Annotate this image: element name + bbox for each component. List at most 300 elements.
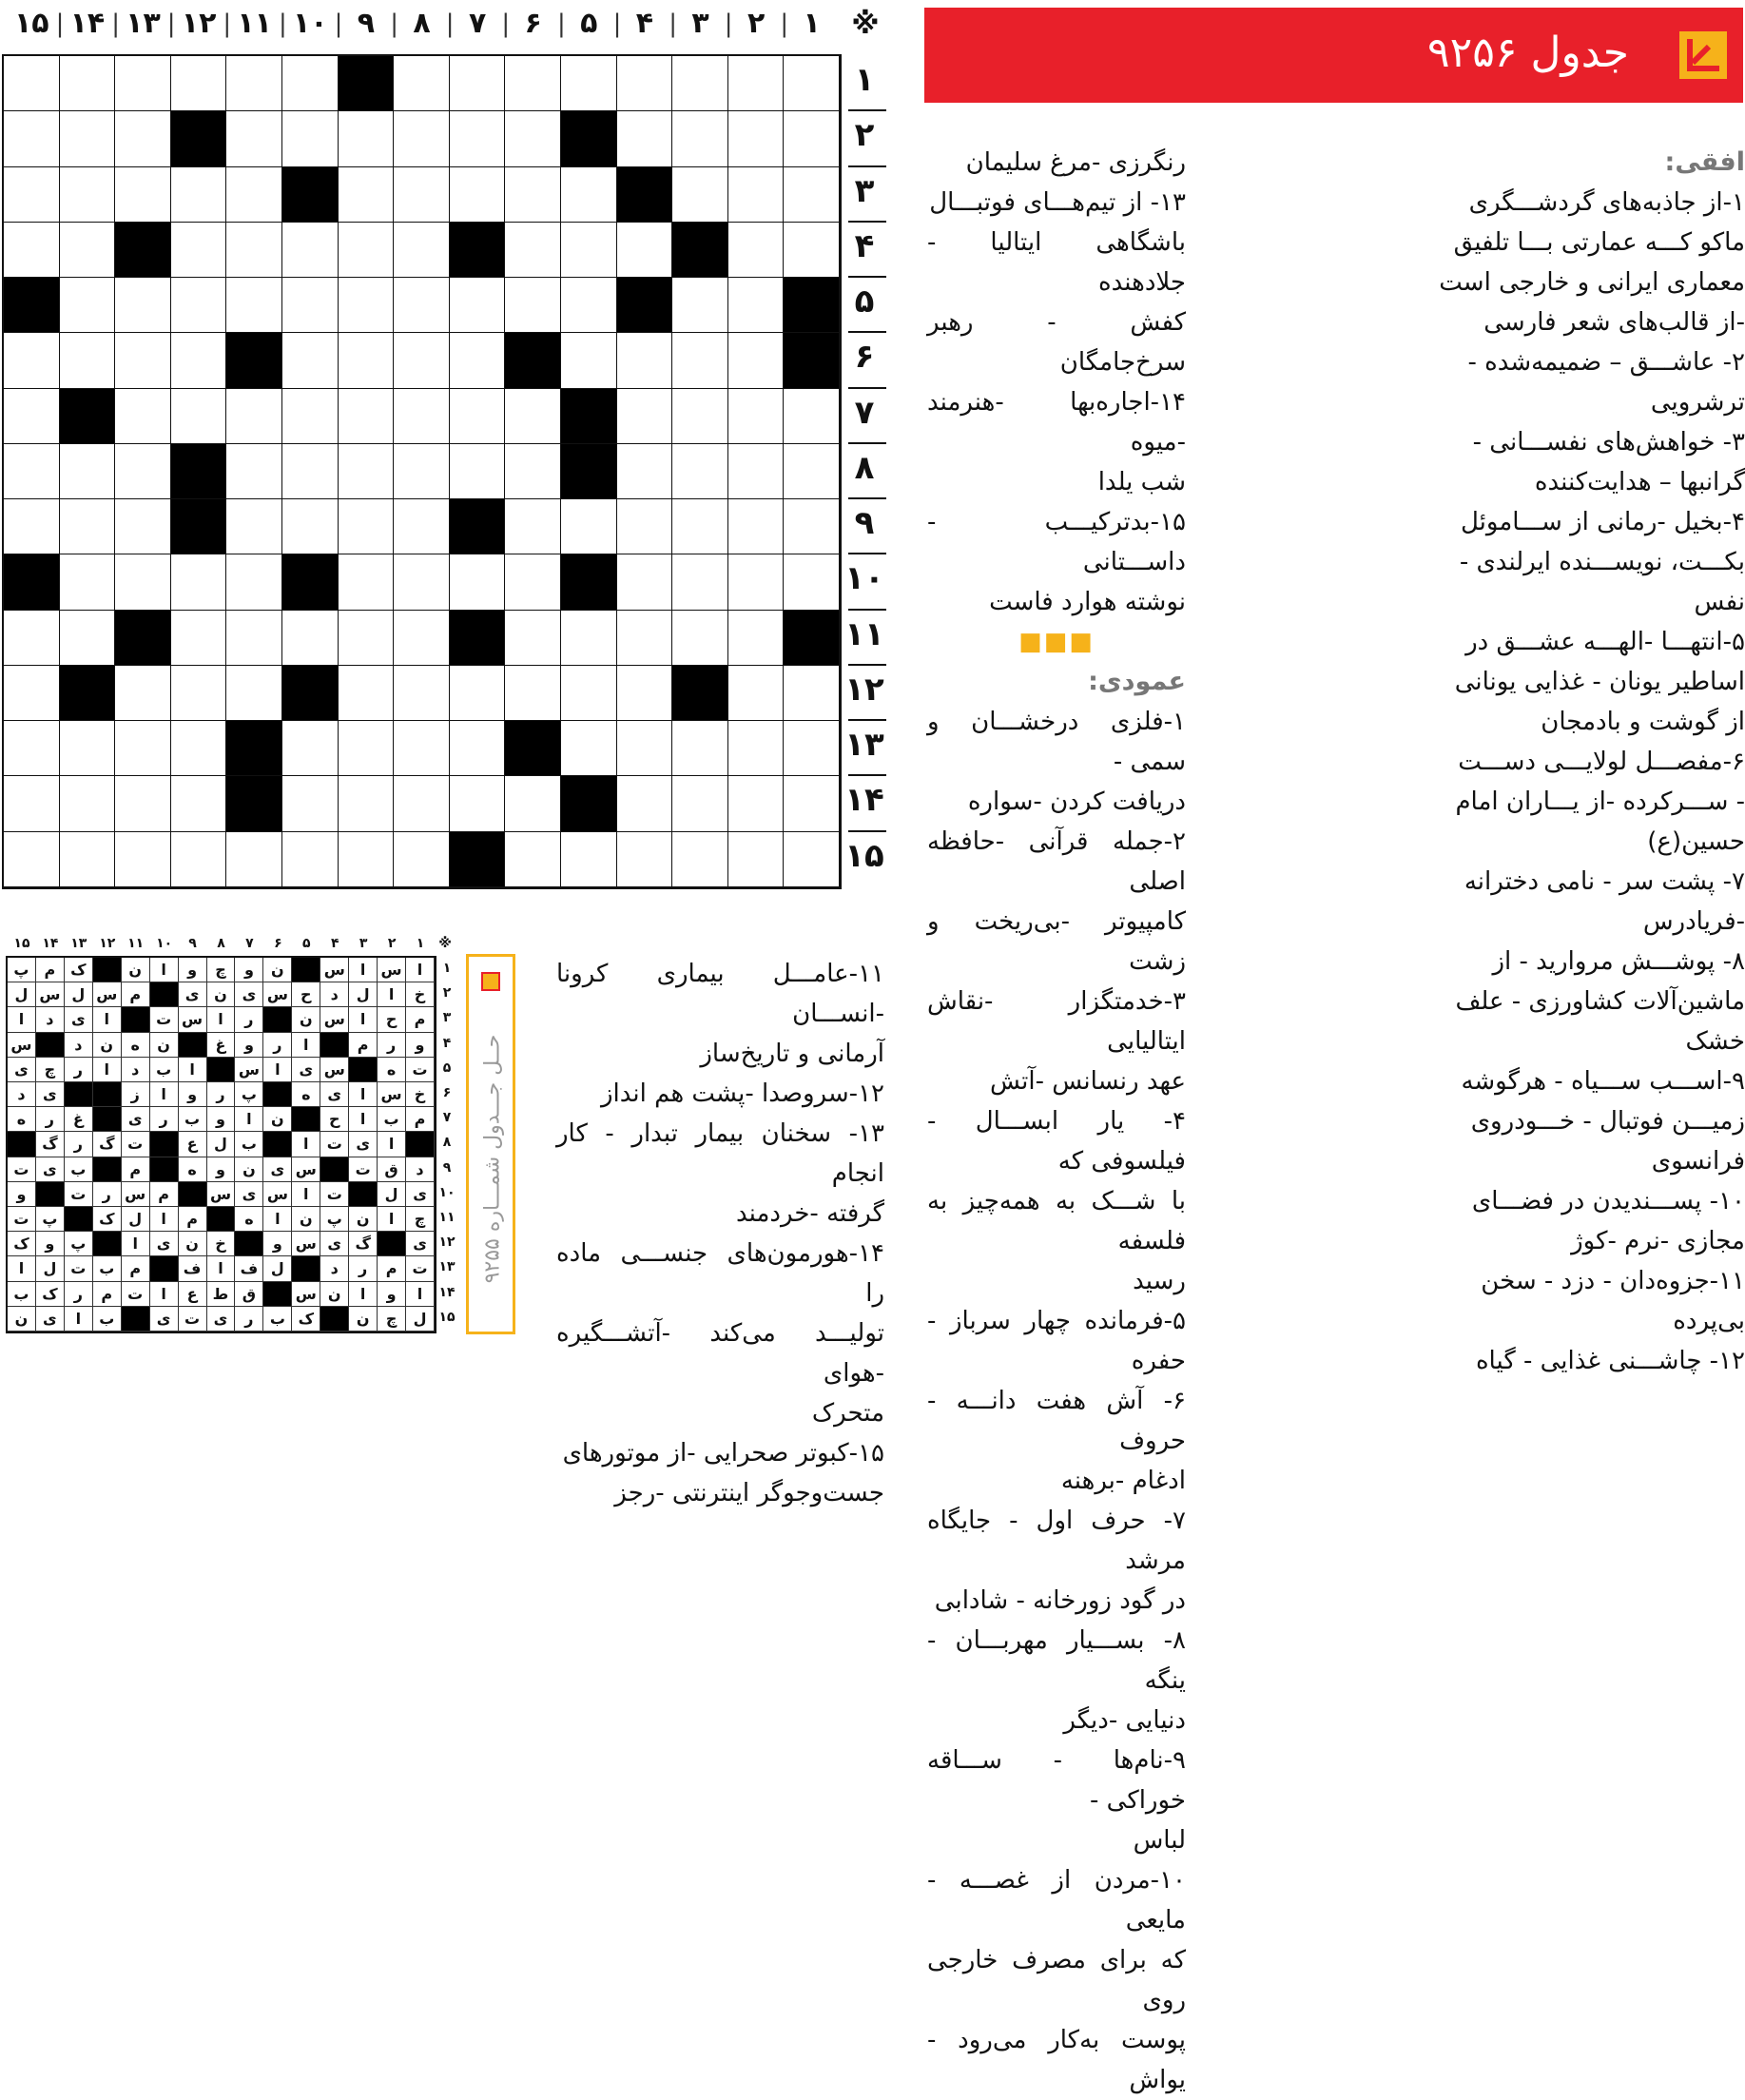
grid-cell[interactable] <box>505 278 561 333</box>
solution-black-cell <box>263 1082 292 1107</box>
solution-cell: چ <box>378 1307 406 1332</box>
grid-cell[interactable] <box>115 111 171 166</box>
grid-cell[interactable] <box>672 776 728 831</box>
solution-cell: ی <box>36 1157 65 1182</box>
solution-cell: چ <box>406 1207 435 1232</box>
clue-line: ۱۳- سخنان بیمار تبدار - کار انجام <box>556 1119 884 1188</box>
grid-cell[interactable] <box>60 554 116 610</box>
grid-cell[interactable] <box>171 554 227 610</box>
grid-cell[interactable] <box>115 167 171 223</box>
grid-cell[interactable] <box>728 167 785 223</box>
grid-cell[interactable] <box>60 721 116 776</box>
grid-cell[interactable] <box>617 776 673 831</box>
grid-cell[interactable] <box>226 56 282 111</box>
grid-cell[interactable] <box>394 333 450 388</box>
solution-cell: م <box>122 1256 150 1281</box>
grid-cell[interactable] <box>728 278 785 333</box>
grid-cell[interactable] <box>60 278 116 333</box>
grid-cell[interactable] <box>4 611 60 666</box>
solution-cell: ی <box>406 1182 435 1207</box>
solution-black-cell <box>150 1256 179 1281</box>
grid-cell[interactable] <box>171 56 227 111</box>
grid-cell[interactable] <box>115 832 171 887</box>
solution-cell: ن <box>8 1307 36 1332</box>
grid-cell[interactable] <box>784 832 840 887</box>
solution-cell: و <box>235 1033 263 1058</box>
grid-cell[interactable] <box>282 611 339 666</box>
solution-cell: و <box>207 1157 236 1182</box>
grid-cell[interactable] <box>115 278 171 333</box>
row-number: ۲ <box>854 116 875 155</box>
puzzle-title: جدول ۹۲۵۶ <box>1426 29 1629 77</box>
solution-cell: ا <box>378 1132 406 1157</box>
grid-cell[interactable] <box>672 499 728 554</box>
solution-cell: ی <box>65 1007 93 1032</box>
solution-cell: ر <box>263 1033 292 1058</box>
grid-cell[interactable] <box>339 444 395 499</box>
grid-cell[interactable] <box>394 111 450 166</box>
grid-cell[interactable] <box>171 389 227 444</box>
grid-cell[interactable] <box>394 721 450 776</box>
grid-cell[interactable] <box>282 333 339 388</box>
grid-cell[interactable] <box>617 223 673 278</box>
grid-cell[interactable] <box>617 333 673 388</box>
grid-cell[interactable] <box>282 111 339 166</box>
grid-cell[interactable] <box>617 56 673 111</box>
grid-cell[interactable] <box>505 167 561 223</box>
clue-line: ۱-از جاذبه‌های گردشـــگری <box>1468 188 1745 217</box>
grid-cell[interactable] <box>171 666 227 721</box>
solution-cell: ا <box>8 1007 36 1032</box>
grid-cell[interactable] <box>728 223 785 278</box>
grid-cell[interactable] <box>4 499 60 554</box>
solution-cell: ت <box>65 1256 93 1281</box>
clue-line: نفس <box>1694 588 1745 616</box>
grid-cell[interactable] <box>171 611 227 666</box>
grid-cell[interactable] <box>617 832 673 887</box>
grid-cell[interactable] <box>617 389 673 444</box>
grid-cell[interactable] <box>226 499 282 554</box>
grid-cell[interactable] <box>450 56 506 111</box>
black-cell <box>115 611 171 666</box>
grid-cell[interactable] <box>394 611 450 666</box>
grid-cell[interactable] <box>450 167 506 223</box>
grid-cell[interactable] <box>394 167 450 223</box>
grid-cell[interactable] <box>672 611 728 666</box>
grid-cell[interactable] <box>226 223 282 278</box>
grid-cell[interactable] <box>672 333 728 388</box>
grid-cell[interactable] <box>617 611 673 666</box>
grid-cell[interactable] <box>617 721 673 776</box>
solution-cell: ن <box>207 982 236 1007</box>
solution-black-cell <box>263 1282 292 1307</box>
grid-cell[interactable] <box>282 721 339 776</box>
clue-line: خشک <box>1685 1027 1745 1056</box>
grid-cell[interactable] <box>505 111 561 166</box>
black-cell <box>784 333 840 388</box>
grid-cell[interactable] <box>672 56 728 111</box>
solution-cell: و <box>207 1107 236 1132</box>
grid-cell[interactable] <box>339 554 395 610</box>
grid-cell[interactable] <box>394 554 450 610</box>
grid-cell[interactable] <box>339 611 395 666</box>
grid-cell[interactable] <box>115 721 171 776</box>
solution-cell: ت <box>122 1132 150 1157</box>
grid-cell[interactable] <box>60 223 116 278</box>
grid-cell[interactable] <box>171 223 227 278</box>
black-cell <box>561 554 617 610</box>
grid-cell[interactable] <box>728 611 785 666</box>
grid-cell[interactable] <box>226 611 282 666</box>
grid-cell[interactable] <box>561 56 617 111</box>
grid-cell[interactable] <box>4 223 60 278</box>
grid-cell[interactable] <box>450 721 506 776</box>
grid-cell[interactable] <box>505 444 561 499</box>
solution-column-number: ۴ <box>330 936 339 951</box>
grid-cell[interactable] <box>115 56 171 111</box>
black-cell <box>784 611 840 666</box>
solution-cell: پ <box>65 1232 93 1256</box>
clue-line: ۴- یار ابســـال - فیلسوفی که <box>927 1107 1186 1176</box>
grid-cell[interactable] <box>60 111 116 166</box>
grid-cell[interactable] <box>672 721 728 776</box>
grid-cell[interactable] <box>561 611 617 666</box>
row-number: ۱ <box>854 61 875 99</box>
grid-cell[interactable] <box>561 499 617 554</box>
grid-cell[interactable] <box>728 554 785 610</box>
grid-cell[interactable] <box>60 333 116 388</box>
grid-cell[interactable] <box>60 832 116 887</box>
solution-star-symbol: ※ <box>438 936 452 951</box>
grid-cell[interactable] <box>60 611 116 666</box>
solution-cell: د <box>122 1058 150 1082</box>
grid-cell[interactable] <box>339 278 395 333</box>
grid-cell[interactable] <box>394 499 450 554</box>
grid-cell[interactable] <box>226 278 282 333</box>
grid-cell[interactable] <box>505 611 561 666</box>
grid-cell[interactable] <box>4 111 60 166</box>
grid-cell[interactable] <box>784 721 840 776</box>
grid-cell[interactable] <box>226 389 282 444</box>
black-cell <box>60 389 116 444</box>
column-number: ۱۰ <box>292 7 328 40</box>
grid-cell[interactable] <box>505 499 561 554</box>
grid-cell[interactable] <box>450 278 506 333</box>
grid-cell[interactable] <box>171 333 227 388</box>
grid-cell[interactable] <box>672 554 728 610</box>
solution-cell: ل <box>65 982 93 1007</box>
grid-cell[interactable] <box>115 444 171 499</box>
grid-cell[interactable] <box>617 444 673 499</box>
solution-cell: ی <box>263 1157 292 1182</box>
grid-cell[interactable] <box>672 389 728 444</box>
grid-cell[interactable] <box>505 56 561 111</box>
grid-cell[interactable] <box>282 832 339 887</box>
solution-cell: گ <box>349 1232 378 1256</box>
grid-cell[interactable] <box>60 499 116 554</box>
solution-cell: ن <box>292 1207 320 1232</box>
solution-cell: س <box>378 1082 406 1107</box>
solution-cell: ن <box>263 1107 292 1132</box>
grid-cell[interactable] <box>115 499 171 554</box>
grid-cell[interactable] <box>394 56 450 111</box>
grid-cell[interactable] <box>561 721 617 776</box>
solution-cell: ح <box>378 1007 406 1032</box>
grid-cell[interactable] <box>728 832 785 887</box>
solution-cell: ا <box>406 1282 435 1307</box>
row-number: ۵ <box>854 282 875 321</box>
grid-cell[interactable] <box>339 832 395 887</box>
grid-cell[interactable] <box>115 389 171 444</box>
grid-cell[interactable] <box>171 167 227 223</box>
solution-cell: م <box>150 1182 179 1207</box>
grid-cell[interactable] <box>339 499 395 554</box>
grid-cell[interactable] <box>784 776 840 831</box>
grid-cell[interactable] <box>226 167 282 223</box>
grid-cell[interactable] <box>617 499 673 554</box>
grid-cell[interactable] <box>339 389 395 444</box>
grid-cell[interactable] <box>672 111 728 166</box>
solution-row-number: ۱۳ <box>438 1259 456 1275</box>
clue-line: شب یلدا <box>1097 468 1186 496</box>
solution-row-number: ۶ <box>442 1085 452 1100</box>
row-number: ۸ <box>854 448 875 487</box>
grid-cell[interactable] <box>784 554 840 610</box>
grid-cell[interactable] <box>4 444 60 499</box>
grid-cell[interactable] <box>450 776 506 831</box>
clue-line: ۱۴-هورمون‌های جنســـی ماده را <box>556 1239 884 1308</box>
clue-line: ماکو کـــه عمارتی بـــا تلفیق <box>1453 228 1745 257</box>
column-number: ۱ <box>803 7 821 40</box>
solution-cell: م <box>122 1157 150 1182</box>
grid-cell[interactable] <box>226 832 282 887</box>
grid-cell[interactable] <box>561 278 617 333</box>
grid-cell[interactable] <box>60 167 116 223</box>
grid-cell[interactable] <box>784 444 840 499</box>
grid-cell[interactable] <box>784 223 840 278</box>
clue-line: ترشرویی <box>1650 388 1745 417</box>
grid-cell[interactable] <box>115 776 171 831</box>
black-cell <box>171 111 227 166</box>
grid-cell[interactable] <box>282 223 339 278</box>
grid-cell[interactable] <box>672 278 728 333</box>
horizontal-clues <box>1231 143 1745 1574</box>
grid-cell[interactable] <box>784 666 840 721</box>
separator: | <box>724 10 733 38</box>
grid-cell[interactable] <box>339 333 395 388</box>
grid-cell[interactable] <box>672 832 728 887</box>
solution-cell: ا <box>349 1282 378 1307</box>
solution-cell: س <box>263 982 292 1007</box>
grid-cell[interactable] <box>394 832 450 887</box>
grid-cell[interactable] <box>339 167 395 223</box>
grid-cell[interactable] <box>282 56 339 111</box>
grid-cell[interactable] <box>561 666 617 721</box>
grid-cell[interactable] <box>505 389 561 444</box>
grid-cell[interactable] <box>505 832 561 887</box>
grid-cell[interactable] <box>784 389 840 444</box>
grid-cell[interactable] <box>505 666 561 721</box>
grid-cell[interactable] <box>394 278 450 333</box>
grid-cell[interactable] <box>226 666 282 721</box>
grid-cell[interactable] <box>450 389 506 444</box>
grid-cell[interactable] <box>60 444 116 499</box>
grid-cell[interactable] <box>784 499 840 554</box>
grid-cell[interactable] <box>339 223 395 278</box>
grid-cell[interactable] <box>728 389 785 444</box>
grid-cell[interactable] <box>561 832 617 887</box>
solution-cell: ب <box>179 1107 207 1132</box>
grid-cell[interactable] <box>617 111 673 166</box>
clue-line: بی‌پرده <box>1673 1307 1745 1335</box>
black-cell <box>561 776 617 831</box>
grid-cell[interactable] <box>282 444 339 499</box>
grid-cell[interactable] <box>728 56 785 111</box>
clue-line: معماری ایرانی و خارجی است <box>1439 268 1745 297</box>
grid-cell[interactable] <box>282 776 339 831</box>
column-number: ۶ <box>524 7 542 40</box>
solution-cell: ن <box>292 1007 320 1032</box>
grid-cell[interactable] <box>784 167 840 223</box>
grid-cell[interactable] <box>728 111 785 166</box>
row-divider <box>848 276 886 278</box>
row-divider <box>848 331 886 333</box>
grid-cell[interactable] <box>60 776 116 831</box>
grid-cell[interactable] <box>450 666 506 721</box>
solution-row-number: ۳ <box>442 1010 452 1026</box>
grid-cell[interactable] <box>226 444 282 499</box>
grid-cell[interactable] <box>115 554 171 610</box>
solution-cell: ن <box>349 1207 378 1232</box>
grid-cell[interactable] <box>617 666 673 721</box>
grid-cell[interactable] <box>728 499 785 554</box>
solution-cell: س <box>320 958 349 982</box>
solution-cell: ت <box>406 1058 435 1082</box>
grid-cell[interactable] <box>394 666 450 721</box>
solution-column-number: ۶ <box>274 936 282 951</box>
grid-cell[interactable] <box>171 278 227 333</box>
grid-cell[interactable] <box>339 721 395 776</box>
grid-cell[interactable] <box>115 666 171 721</box>
row-divider <box>848 497 886 499</box>
solution-cell: ح <box>292 982 320 1007</box>
solution-cell: ی <box>179 982 207 1007</box>
grid-cell[interactable] <box>728 444 785 499</box>
grid-cell[interactable] <box>339 111 395 166</box>
grid-cell[interactable] <box>617 554 673 610</box>
grid-cell[interactable] <box>226 111 282 166</box>
solution-cell: خ <box>406 1082 435 1107</box>
solution-cell: ت <box>320 1182 349 1207</box>
grid-cell[interactable] <box>394 776 450 831</box>
black-cell <box>4 554 60 610</box>
grid-cell[interactable] <box>561 333 617 388</box>
grid-cell[interactable] <box>4 389 60 444</box>
separator: | <box>390 10 398 38</box>
grid-cell[interactable] <box>282 499 339 554</box>
grid-cell[interactable] <box>394 444 450 499</box>
solution-black-cell <box>93 1082 122 1107</box>
solution-cell: س <box>36 982 65 1007</box>
solution-cell: ر <box>65 1282 93 1307</box>
grid-cell[interactable] <box>728 666 785 721</box>
column-number: ۱۵ <box>13 7 49 40</box>
solution-cell: و <box>263 1232 292 1256</box>
clue-line: آرمانی و تاریخ‌ساز <box>700 1040 884 1068</box>
clue-line: جست‌وجوگر اینترنتی -رجز <box>614 1479 884 1507</box>
solution-cell: س <box>93 982 122 1007</box>
grid-cell[interactable] <box>115 333 171 388</box>
grid-cell[interactable] <box>728 776 785 831</box>
grid-cell[interactable] <box>171 721 227 776</box>
solution-black-cell <box>122 1007 150 1032</box>
grid-cell[interactable] <box>784 56 840 111</box>
solution-cell: گ <box>93 1132 122 1157</box>
solution-cell: و <box>378 1282 406 1307</box>
grid-cell[interactable] <box>60 56 116 111</box>
row-number: ۴ <box>854 226 875 265</box>
grid-cell[interactable] <box>450 111 506 166</box>
solution-cell: ا <box>65 1307 93 1332</box>
grid-cell[interactable] <box>394 389 450 444</box>
grid-cell[interactable] <box>450 554 506 610</box>
grid-cell[interactable] <box>4 776 60 831</box>
grid-cell[interactable] <box>561 167 617 223</box>
grid-cell[interactable] <box>505 554 561 610</box>
grid-cell[interactable] <box>561 223 617 278</box>
grid-cell[interactable] <box>394 223 450 278</box>
solution-cell: ع <box>179 1132 207 1157</box>
grid-cell[interactable] <box>282 278 339 333</box>
grid-cell[interactable] <box>450 444 506 499</box>
grid-cell[interactable] <box>282 389 339 444</box>
black-cell <box>115 223 171 278</box>
grid-cell[interactable] <box>4 167 60 223</box>
grid-cell[interactable] <box>226 554 282 610</box>
grid-cell[interactable] <box>4 666 60 721</box>
grid-cell[interactable] <box>171 832 227 887</box>
grid-cell[interactable] <box>728 721 785 776</box>
grid-cell[interactable] <box>4 832 60 887</box>
solution-cell: ب <box>93 1307 122 1332</box>
grid-cell[interactable] <box>4 721 60 776</box>
grid-cell[interactable] <box>4 333 60 388</box>
solution-cell: پ <box>8 958 36 982</box>
grid-cell[interactable] <box>450 333 506 388</box>
clue-line: ۶- آش هفت دانـــه - حروف <box>927 1387 1186 1455</box>
grid-cell[interactable] <box>505 776 561 831</box>
grid-cell[interactable] <box>728 333 785 388</box>
clue-line: گرانبها – هدایت‌کننده <box>1534 468 1745 496</box>
grid-cell[interactable] <box>784 111 840 166</box>
solution-cell: ب <box>235 1132 263 1157</box>
clue-line: ۱۵-کبوتر صحرایی -از موتورهای <box>562 1439 884 1468</box>
clue-line: ۱۱-جزوه‌دان - دزد - سخن <box>1481 1267 1745 1295</box>
grid-cell[interactable] <box>672 167 728 223</box>
grid-cell[interactable] <box>672 444 728 499</box>
solution-column-number: ۱۱ <box>127 936 145 951</box>
clue-line: دنیایی -دیگر <box>1063 1706 1186 1735</box>
solution-cell: و <box>235 958 263 982</box>
grid-cell[interactable] <box>339 776 395 831</box>
grid-cell[interactable] <box>171 776 227 831</box>
solution-cell: ب <box>65 1157 93 1182</box>
grid-cell[interactable] <box>505 223 561 278</box>
grid-cell[interactable] <box>339 666 395 721</box>
solution-cell: م <box>122 982 150 1007</box>
solution-cell: ل <box>36 1256 65 1281</box>
grid-cell[interactable] <box>4 56 60 111</box>
